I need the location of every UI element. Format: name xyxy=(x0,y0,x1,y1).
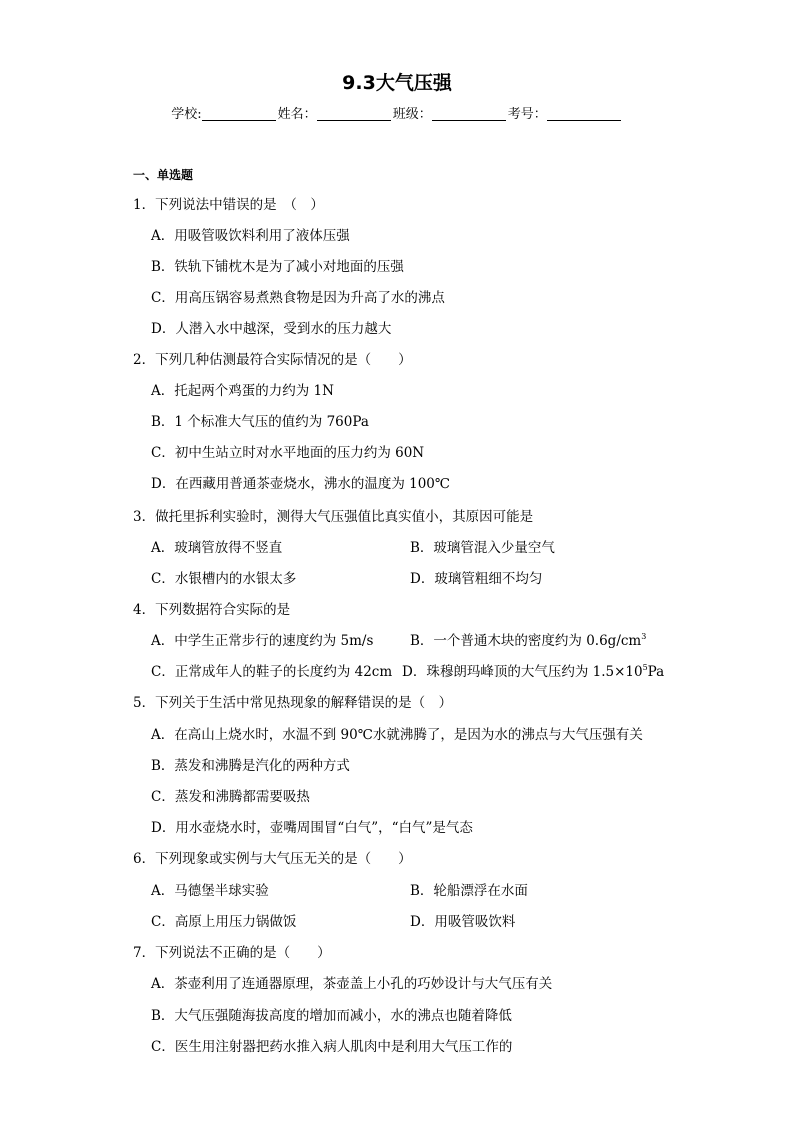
name-label: 姓名： xyxy=(277,107,317,122)
question-7-option-c: C．医生用注射器把药水推入病人肌肉中是利用大气压工作的 xyxy=(151,1039,513,1055)
question-5-option-a: A．在高山上烧水时，水温不到 90℃水就沸腾了，是因为水的沸点与大气压强有关 xyxy=(151,727,643,743)
question-3-option-d: D．玻璃管粗细不均匀 xyxy=(410,571,543,587)
question-2-option-a: A．托起两个鸡蛋的力约为 1N xyxy=(151,383,334,399)
worksheet-title: 9.3大气压强 xyxy=(342,72,452,94)
question-6: 6．下列现象或实例与大气压无关的是（ ） xyxy=(133,851,412,867)
question-5-option-b: B．蒸发和沸腾是汽化的两种方式 xyxy=(151,758,350,774)
question-4: 4．下列数据符合实际的是 xyxy=(133,602,291,618)
question-1-option-d: D．人潜入水中越深，受到水的压力越大 xyxy=(151,321,392,337)
name-blank xyxy=(317,106,391,121)
student-info-line xyxy=(0,103,794,122)
school-blank xyxy=(202,106,276,121)
exam-no-blank xyxy=(547,106,621,121)
question-4-option-d-text: D．珠穆朗玛峰顶的大气压约为 1.5×10 xyxy=(402,664,643,680)
exam-no-label: 考号： xyxy=(507,107,547,122)
question-1-option-c: C．用高压锅容易煮熟食物是因为升高了水的沸点 xyxy=(151,290,445,306)
question-7: 7．下列说法不正确的是（ ） xyxy=(133,945,331,961)
question-3-option-c: C．水银槽内的水银太多 xyxy=(151,571,297,587)
question-3-option-b: B．玻璃管混入少量空气 xyxy=(410,540,555,556)
question-6-option-b: B．轮船漂浮在水面 xyxy=(410,883,528,899)
question-1: 1．下列说法中错误的是 （ ） xyxy=(133,197,324,213)
question-2-option-d: D．在西藏用普通茶壶烧水，沸水的温度为 100℃ xyxy=(151,476,450,492)
question-2-option-c: C．初中生站立时对水平地面的压力约为 60N xyxy=(151,445,425,461)
section-heading: 一、单选题 xyxy=(133,168,194,182)
question-1-option-b: B．铁轨下铺枕木是为了减小对地面的压强 xyxy=(151,259,404,275)
question-3: 3．做托里拆利实验时，测得大气压强值比真实值小，其原因可能是 xyxy=(133,509,534,525)
question-5-option-c: C．蒸发和沸腾都需要吸热 xyxy=(151,789,310,805)
question-6-option-c: C．高原上用压力锅做饭 xyxy=(151,914,297,930)
question-6-option-d: D．用吸管吸饮料 xyxy=(410,914,516,930)
question-4-option-b-text: B．一个普通木块的密度约为 0.6g/cm xyxy=(410,633,642,649)
superscript-exponent: 3 xyxy=(641,632,647,641)
class-label: 班级： xyxy=(392,107,432,122)
question-7-option-b: B．大气压强随海拔高度的增加而减小，水的沸点也随着降低 xyxy=(151,1008,512,1024)
pressure-unit: Pa xyxy=(647,664,665,680)
question-2-option-b: B．1 个标准大气压的值约为 760Pa xyxy=(151,414,369,430)
question-4-option-b xyxy=(410,629,646,649)
question-5-option-d: D．用水壶烧水时，壶嘴周围冒“白气”，“白气”是气态 xyxy=(151,820,473,836)
superscript-exponent: 5 xyxy=(642,663,648,672)
question-4-option-a: A．中学生正常步行的速度约为 5m/s xyxy=(151,633,374,649)
question-4-option-d xyxy=(402,660,664,680)
question-7-option-a: A．茶壶利用了连通器原理，茶壶盖上小孔的巧妙设计与大气压有关 xyxy=(151,976,553,992)
question-4-option-c: C．正常成年人的鞋子的长度约为 42cm xyxy=(151,664,393,680)
question-2: 2．下列几种估测最符合实际情况的是（ ） xyxy=(133,352,412,368)
question-5: 5．下列关于生活中常见热现象的解释错误的是（ ） xyxy=(133,695,453,711)
question-3-option-a: A．玻璃管放得不竖直 xyxy=(151,540,283,556)
question-6-option-a: A．马德堡半球实验 xyxy=(151,883,269,899)
question-1-option-a: A．用吸管吸饮料利用了液体压强 xyxy=(151,228,350,244)
class-blank xyxy=(432,106,506,121)
school-label: 学校: xyxy=(171,107,202,122)
